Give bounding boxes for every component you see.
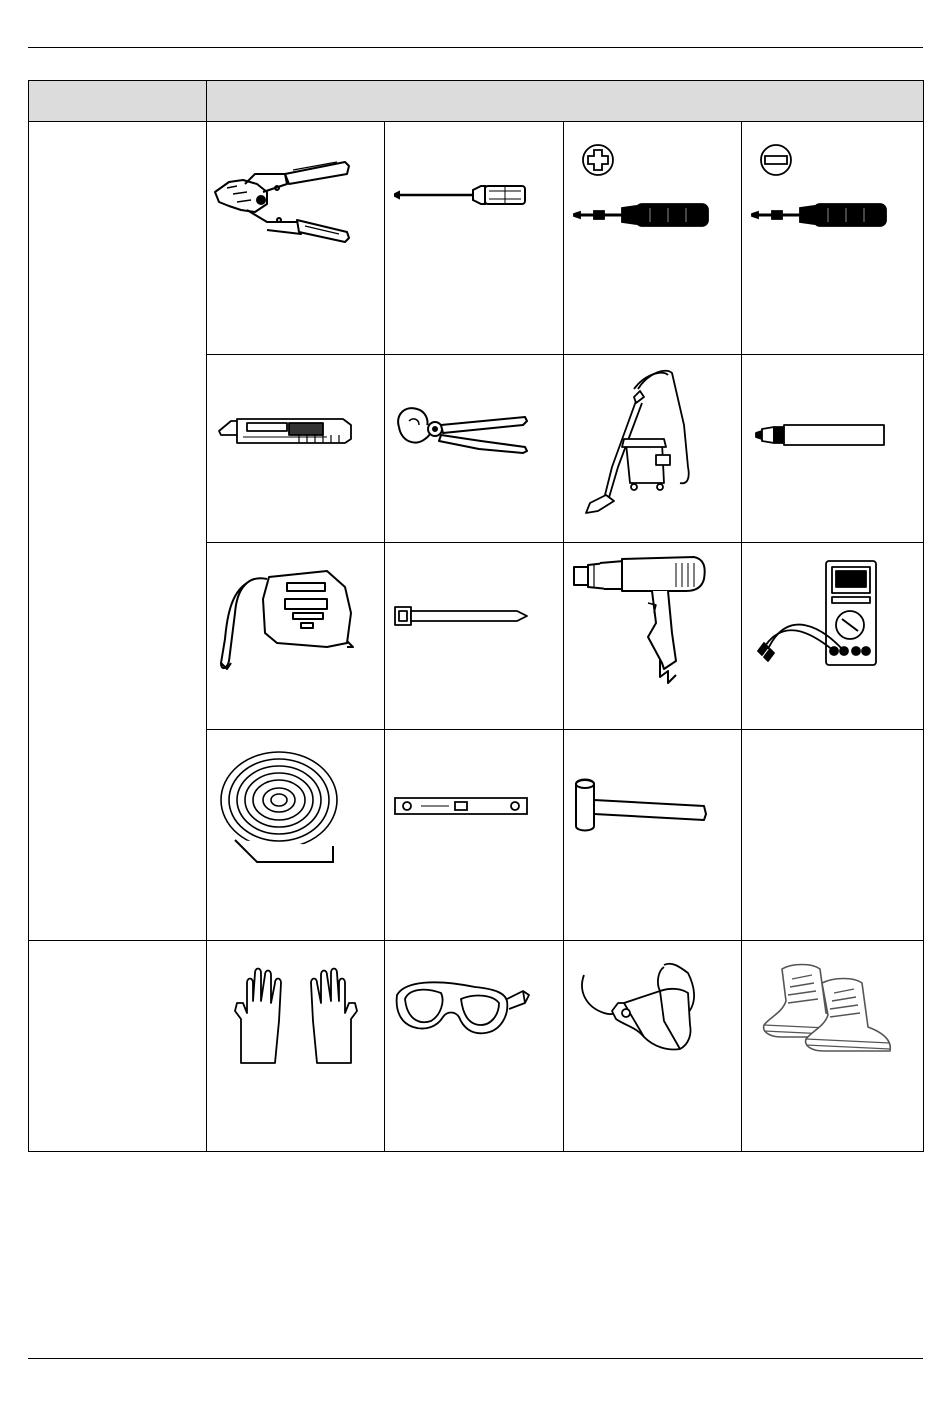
crimping-tool-cell bbox=[207, 122, 385, 355]
tape-measure-icon bbox=[207, 543, 384, 729]
cable-tie-icon bbox=[385, 543, 563, 729]
phillips-torque-screwdriver-icon bbox=[564, 122, 742, 354]
spirit-level-icon bbox=[385, 730, 563, 940]
protective-gloves-icon bbox=[207, 941, 384, 1151]
utility-knife-cell bbox=[207, 355, 385, 543]
cable-cutter-icon bbox=[385, 355, 563, 542]
cable-tie-cell bbox=[385, 543, 564, 730]
safety-equipment-category-cell bbox=[29, 941, 207, 1152]
footer-rule bbox=[28, 1358, 923, 1359]
crimping-tool-icon bbox=[207, 122, 384, 354]
header-category-cell bbox=[29, 81, 207, 122]
table-header-row bbox=[29, 81, 924, 122]
header-tools-cell bbox=[207, 81, 924, 122]
heat-gun-cell bbox=[564, 543, 742, 730]
rubber-mallet-cell bbox=[564, 730, 742, 941]
tape-measure-cell bbox=[207, 543, 385, 730]
heat-shrink-tubing-cell bbox=[207, 730, 385, 941]
dust-mask-icon bbox=[564, 941, 742, 1151]
heat-shrink-tubing-icon bbox=[207, 730, 384, 940]
utility-knife-icon bbox=[207, 355, 384, 542]
safety-boots-cell bbox=[742, 941, 924, 1152]
empty-cell bbox=[742, 730, 924, 941]
marker-cell bbox=[742, 355, 924, 543]
cable-cutter-cell bbox=[385, 355, 564, 543]
installation-tools-category-cell bbox=[29, 122, 207, 941]
table-row bbox=[29, 122, 924, 355]
safety-goggles-icon bbox=[385, 941, 563, 1151]
safety-goggles-cell bbox=[385, 941, 564, 1152]
vacuum-cleaner-cell bbox=[564, 355, 742, 543]
heat-gun-icon bbox=[564, 543, 742, 729]
multimeter-cell bbox=[742, 543, 924, 730]
tool-table bbox=[28, 80, 924, 1152]
flat-screwdriver-icon bbox=[385, 122, 563, 354]
rubber-mallet-icon bbox=[564, 730, 742, 940]
flat-torque-screwdriver-cell bbox=[742, 122, 924, 355]
protective-gloves-cell bbox=[207, 941, 385, 1152]
flat-torque-screwdriver-icon bbox=[742, 122, 923, 354]
spirit-level-cell bbox=[385, 730, 564, 941]
marker-icon bbox=[742, 355, 923, 542]
vacuum-cleaner-icon bbox=[564, 355, 742, 542]
dust-mask-cell bbox=[564, 941, 742, 1152]
table-row bbox=[29, 941, 924, 1152]
multimeter-icon bbox=[742, 543, 923, 729]
flat-screwdriver-cell bbox=[385, 122, 564, 355]
header-rule bbox=[28, 47, 923, 48]
safety-boots-icon bbox=[742, 941, 923, 1151]
phillips-torque-screwdriver-cell bbox=[564, 122, 742, 355]
